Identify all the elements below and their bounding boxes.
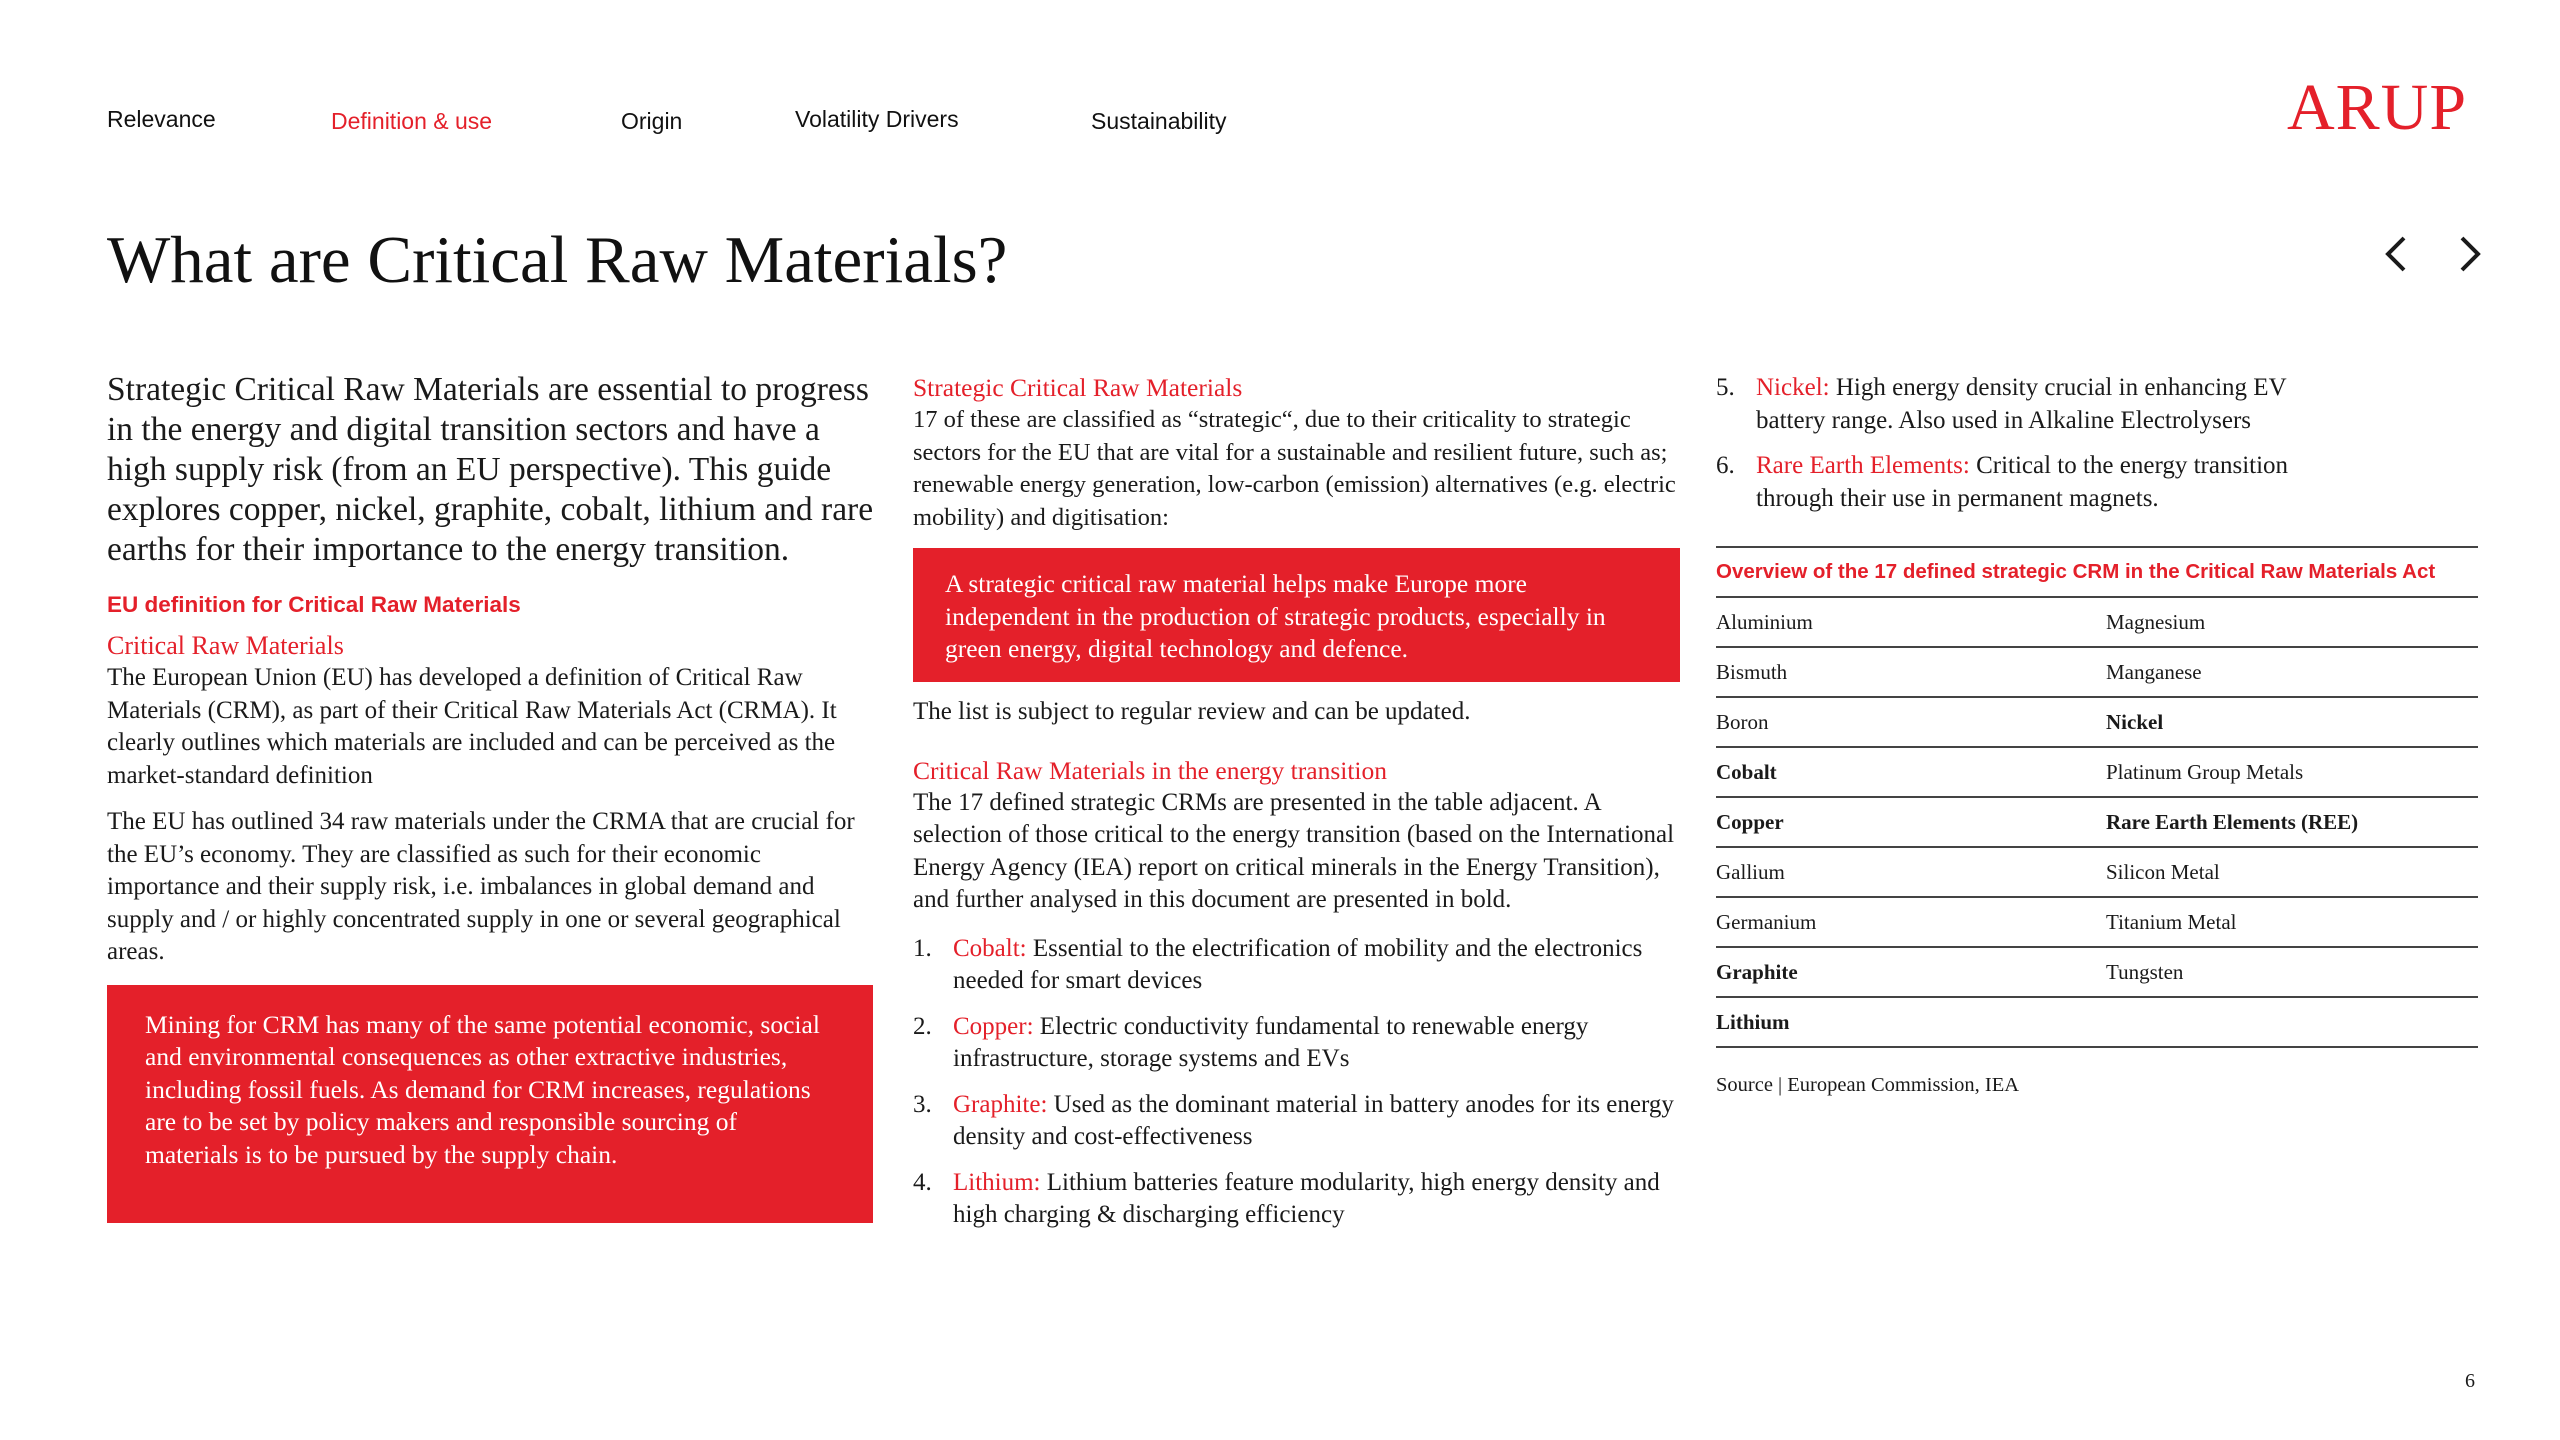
column-3 [1716,372,2486,528]
table-row [1716,597,2478,647]
list-item-cobalt: 1. Cobalt: Essential to the electrification of mobility and the electronics needed for smart devices [913,934,1643,994]
table-cell: Nickel [2106,697,2478,747]
mining-callout-text: Mining for CRM has many of the same potential economic, social and environmental consequences as other extractive industries, including fossil fuels. As demand for CRM increases, regulations are to be set by policy makers and responsible sourcing of materials is to be pursued by the supply chain. [145,1009,820,1169]
crm-table [1716,596,2478,1048]
table-cell: Rare Earth Elements (REE) [2106,797,2478,847]
prev-page-button[interactable] [2376,232,2416,276]
list-item-rare-earth-elements: 6. Rare Earth Elements: Critical to the energy transition through their use in permanent magnets. [1716,452,2289,512]
table-cell: Tungsten [2106,947,2478,997]
table-row [1716,847,2478,897]
crm-definition-text: The European Union (EU) has developed a definition of Critical Raw Materials (CRM), as part of their Critical Raw Materials Act (CRMA). It clearly outlines which materials are included and can be perceived as the market-standard definition [107,664,837,789]
list-item-copper: 2. Copper: Electric conductivity fundamental to renewable energy infrastructure, storage systems and EVs [913,1012,1589,1072]
table-cell: Aluminium [1716,597,2106,647]
materials-list-5-6 [1716,372,2356,515]
table-cell: Cobalt [1716,747,2106,797]
energy-transition-text: The 17 defined strategic CRMs are presented in the table adjacent. A selection of those critical to the energy transition (based on the International Energy Agency (IEA) report on critical minerals in the Energy Transition), and further analysed in this document are presented in bold. [913,788,1675,913]
chevron-right-icon [2450,232,2490,276]
intro-text: Strategic Critical Raw Materials are essential to progress in the energy and digital transition sectors and have a high supply risk (from an EU perspective). This guide explores copper, nickel, graphite, cobalt, lithium and rare earths for their importance to the energy transition. [107,371,874,568]
crma-overview-text: The EU has outlined 34 raw materials under the CRMA that are crucial for the EU’s economy. They are classified as such for their economic importance and their supply risk, i.e. imbalances in global demand and supply and / or highly concentrated supply in one or several geographical areas. [107,808,855,965]
nav-sustainability[interactable]: Sustainability [1091,108,1227,134]
list-item-lithium: 4. Lithium: Lithium batteries feature modularity, high energy density and high charging & discharging efficiency [913,1168,1660,1228]
table-cell: Magnesium [2106,597,2478,647]
crm-subheading: Critical Raw Materials [107,631,344,660]
materials-list-1-4 [913,933,1683,1232]
table-cell: Manganese [2106,647,2478,697]
next-page-button[interactable] [2450,232,2490,276]
review-note: The list is subject to regular review and can be updated. [913,698,1471,725]
strategic-crm-subheading: Strategic Critical Raw Materials [913,373,1243,402]
energy-transition-subheading: Critical Raw Materials in the energy transition [913,755,1387,785]
arup-logo: ARUP [2287,71,2468,144]
strategic-callout-text: A strategic critical raw material helps make Europe more independent in the production of strategic products, especially in green energy, digital technology and defence. [945,569,1606,663]
list-item-nickel: 5. Nickel: High energy density crucial in enhancing EV battery range. Also used in Alkaline Electrolysers [1716,374,2287,434]
table-cell: Bismuth [1716,647,2106,697]
table-caption: Overview of the 17 defined strategic CRM in the Critical Raw Materials Act [1716,560,2436,583]
nav-definition-use[interactable]: Definition & use [331,108,493,134]
nav-origin[interactable]: Origin [621,108,683,134]
nav-relevance[interactable]: Relevance [107,106,216,132]
table-cell: Boron [1716,697,2106,747]
table-row [1716,947,2478,997]
table-row [1716,697,2478,747]
table-cell: Silicon Metal [2106,847,2478,897]
table-caption-row [1716,546,2478,596]
column-2 [913,372,1683,1245]
strategic-callout [913,548,1680,682]
page-number: 6 [2465,1370,2475,1392]
column-1 [107,370,877,1223]
table-row [1716,897,2478,947]
list-item-graphite: 3. Graphite: Used as the dominant material in battery anodes for its energy density and cost-effectiveness [913,1090,1674,1150]
mining-callout [107,985,873,1223]
table-cell: Platinum Group Metals [2106,747,2478,797]
table-cell: Titanium Metal [2106,897,2478,947]
table-cell [2106,997,2478,1047]
table-row [1716,797,2478,847]
table-cell: Germanium [1716,897,2106,947]
nav-volatility-drivers[interactable]: Volatility Drivers [795,106,959,132]
chevron-left-icon [2376,232,2416,276]
table-row [1716,747,2478,797]
table-row [1716,997,2478,1047]
table-row [1716,647,2478,697]
crm-table-block [1716,546,2478,1097]
strategic-crm-text: 17 of these are classified as “strategic“, due to their criticality to strategic sectors for the EU that are vital for a sustainable and resilient future, such as; renewable energy generation, low-carbon (emission) alternatives (e.g. electric mobility) and digitisation: [913,406,1676,531]
table-cell: Lithium [1716,997,2106,1047]
table-cell: Gallium [1716,847,2106,897]
table-cell: Copper [1716,797,2106,847]
page-title: What are Critical Raw Materials? [107,223,1008,297]
table-cell: Graphite [1716,947,2106,997]
eu-definition-heading: EU definition for Critical Raw Materials [107,592,521,617]
table-source: Source | European Commission, IEA [1716,1074,2020,1096]
